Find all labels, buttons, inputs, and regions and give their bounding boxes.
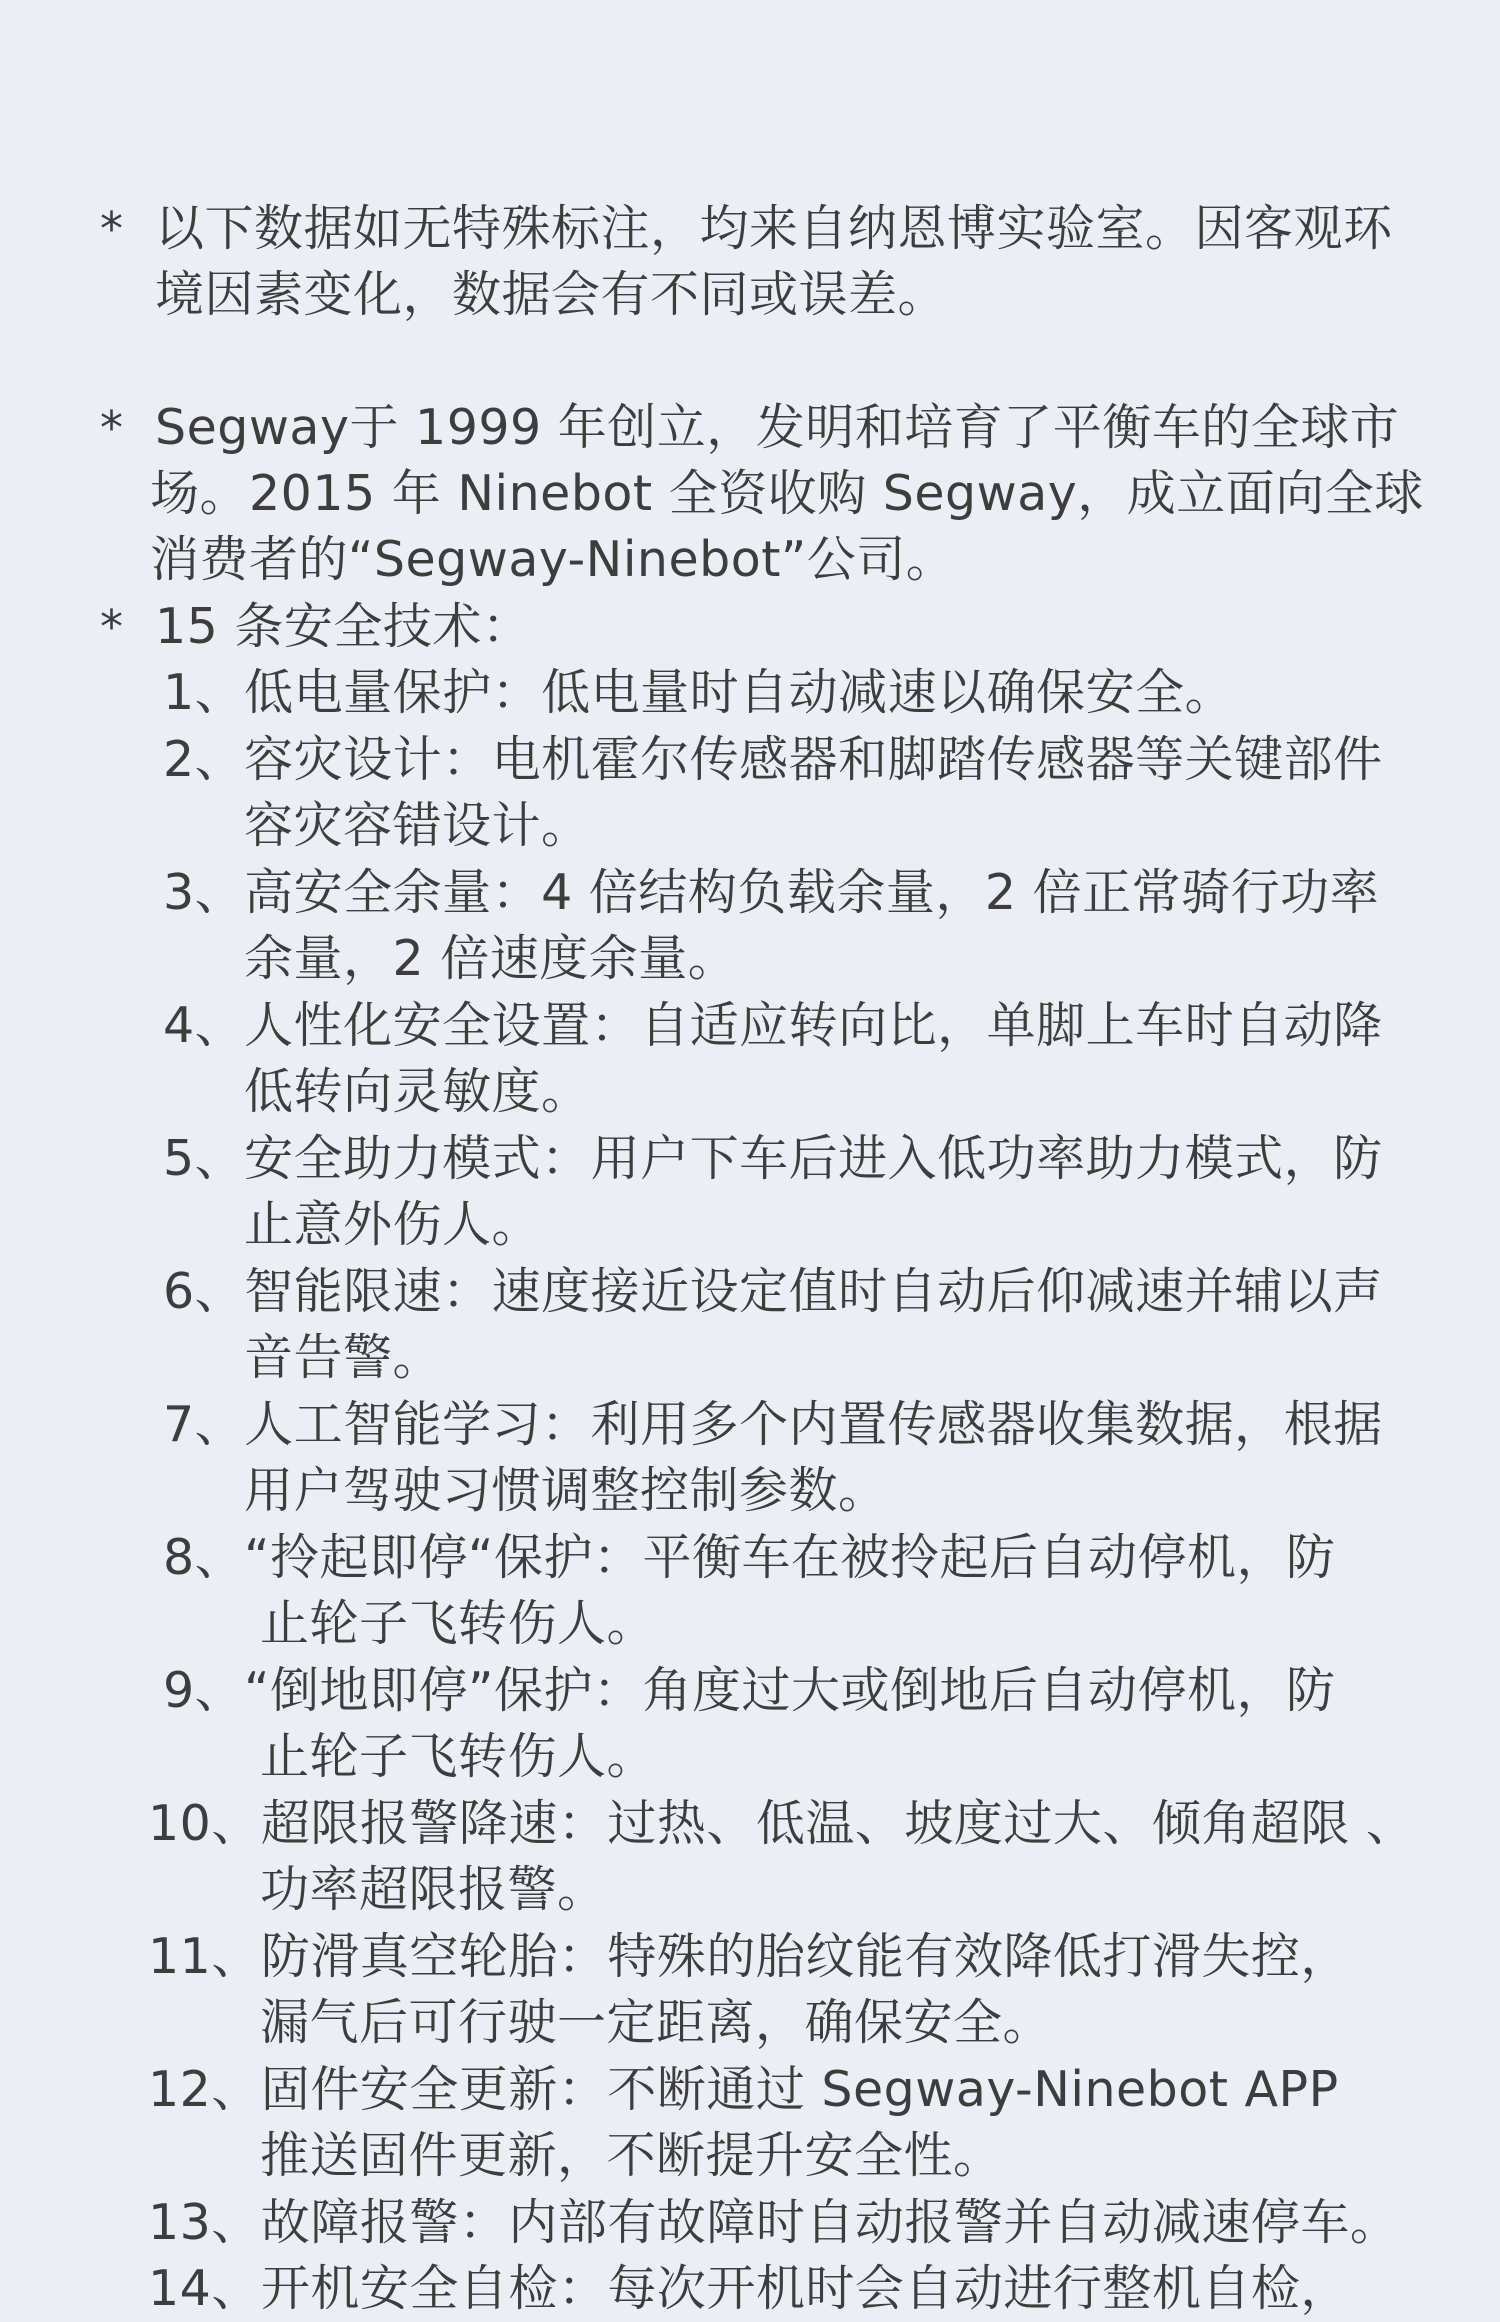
note-text: 以下数据如无特殊标注，均来自纳恩博实验室。因客观环 bbox=[155, 200, 1393, 257]
list-item: 13、故障报警：内部有故障时自动报警并自动减速停车。 bbox=[148, 2194, 1400, 2251]
note-asterisk: * bbox=[100, 600, 123, 654]
list-item: 11、防滑真空轮胎：特殊的胎纹能有效降低打滑失控， bbox=[148, 1928, 1350, 1985]
note-asterisk: * bbox=[100, 401, 123, 455]
list-item-continuation: 用户驾驶习惯调整控制参数。 bbox=[244, 1462, 888, 1519]
list-item-continuation: 低转向灵敏度。 bbox=[244, 1063, 591, 1120]
list-item-continuation: 容灾容错设计。 bbox=[244, 797, 591, 854]
note-text: Segway于 1999 年创立，发明和培育了平衡车的全球市 bbox=[155, 399, 1400, 456]
note-asterisk: * bbox=[100, 202, 123, 256]
list-item: 2、容灾设计：电机霍尔传感器和脚踏传感器等关键部件 bbox=[163, 731, 1383, 788]
list-item-continuation: 漏气后可行驶一定距离，确保安全。 bbox=[260, 1994, 1053, 2051]
list-item: 12、固件安全更新：不断通过 Segway-Ninebot APP bbox=[148, 2061, 1339, 2118]
list-item-continuation: 止意外伤人。 bbox=[244, 1196, 542, 1253]
list-item-continuation: 余量，2 倍速度余量。 bbox=[244, 930, 738, 987]
list-heading: 15 条安全技术： bbox=[155, 598, 532, 655]
list-item-continuation: 功率超限报警。 bbox=[260, 1861, 607, 1918]
list-item-continuation: 止轮子飞转伤人。 bbox=[260, 1595, 657, 1652]
list-item: 5、安全助力模式：用户下车后进入低功率助力模式，防 bbox=[163, 1130, 1383, 1187]
list-item: 1、低电量保护：低电量时自动减速以确保安全。 bbox=[163, 664, 1235, 721]
list-item: 4、人性化安全设置：自适应转向比，单脚上车时自动降 bbox=[163, 997, 1383, 1054]
note-text: 消费者的“Segway-Ninebot”公司。 bbox=[150, 531, 956, 588]
note-text: 场。2015 年 Ninebot 全资收购 Segway，成立面向全球 bbox=[150, 465, 1424, 522]
list-item: 10、超限报警降速：过热、低温、坡度过大、倾角超限 、 bbox=[148, 1795, 1416, 1852]
list-item: 9、“倒地即停”保护：角度过大或倒地后自动停机，防 bbox=[163, 1662, 1336, 1719]
list-item-continuation: 推送固件更新，不断提升安全性。 bbox=[260, 2127, 1003, 2184]
note-text: 境因素变化，数据会有不同或误差。 bbox=[155, 266, 948, 323]
list-item-continuation: 止轮子飞转伤人。 bbox=[260, 1728, 657, 1785]
list-item: 7、人工智能学习：利用多个内置传感器收集数据，根据 bbox=[163, 1396, 1383, 1453]
list-item: 8、“拎起即停“保护：平衡车在被拎起后自动停机，防 bbox=[163, 1529, 1336, 1586]
list-item: 6、智能限速：速度接近设定值时自动后仰减速并辅以声 bbox=[163, 1263, 1383, 1320]
list-item: 3、高安全余量：4 倍结构负载余量，2 倍正常骑行功率 bbox=[163, 864, 1380, 921]
list-item-continuation: 音告警。 bbox=[244, 1329, 443, 1386]
list-item: 14、开机安全自检：每次开机时会自动进行整机自检， bbox=[148, 2260, 1350, 2317]
